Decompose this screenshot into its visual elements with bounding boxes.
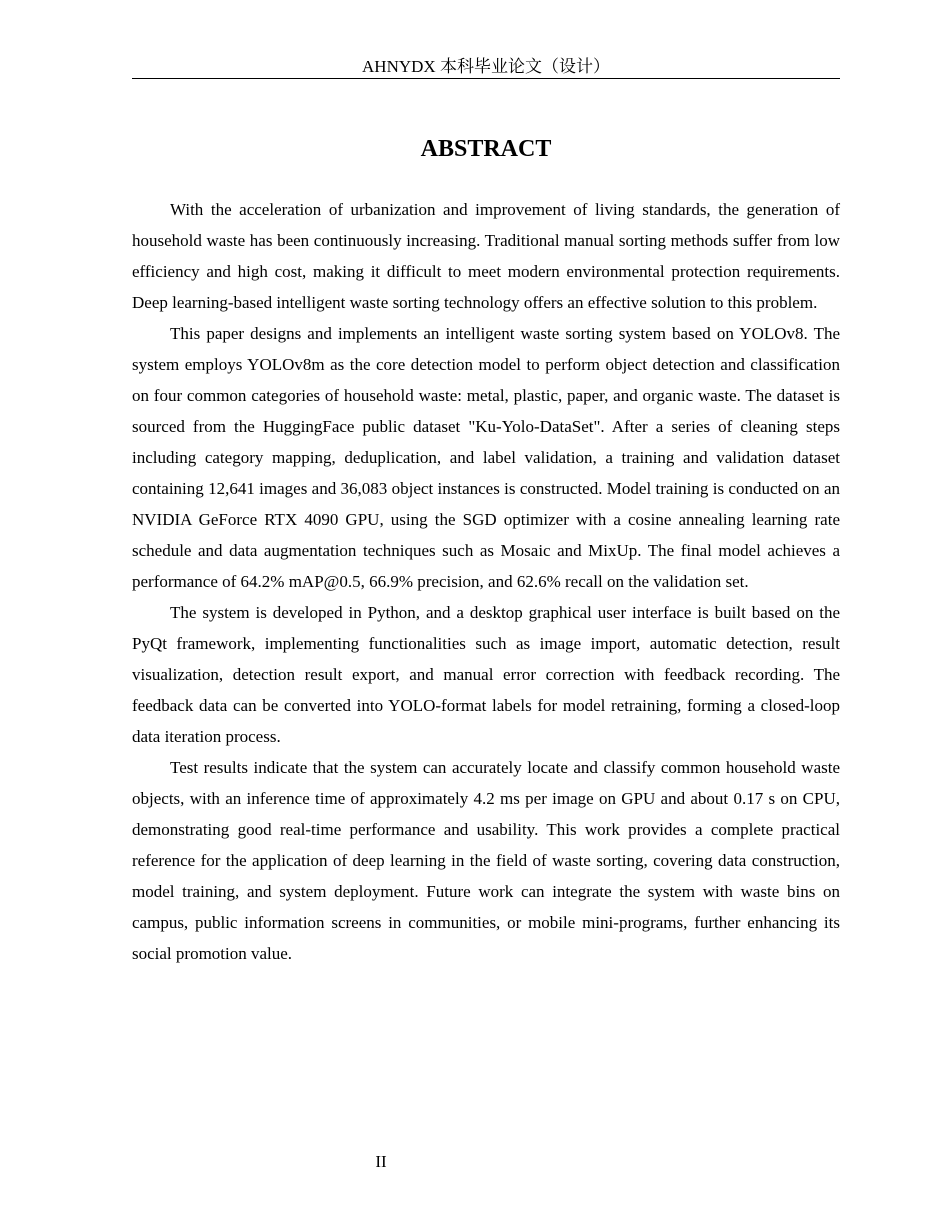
abstract-body — [132, 194, 840, 969]
abstract-paragraph-2: This paper designs and implements an intelligent waste sorting system based on YOLOv8. The system employs YOLOv8m as the core detection model to perform object detection and classification on four common categories of household waste: metal, plastic, paper, and organic waste. The dataset is sourced from the HuggingFace public dataset "Ku-Yolo-DataSet". After a series of cleaning steps including category mapping, deduplication, and label validation, a training and validation dataset containing 12,641 images and 36,083 object instances is constructed. Model training is conducted on an NVIDIA GeForce RTX 4090 GPU, using the SGD optimizer with a cosine annealing learning rate schedule and data augmentation techniques such as Mosaic and MixUp. The final model achieves a performance of 64.2% mAP@0.5, 66.9% precision, and 62.6% recall on the validation set. — [132, 324, 840, 591]
abstract-paragraph-1: With the acceleration of urbanization and improvement of living standards, the generation of household waste has been continuously increasing. Traditional manual sorting methods suffer from low efficiency and high cost, making it difficult to meet modern environmental protection requirements. Deep learning-based intelligent waste sorting technology offers an effective solution to this problem. — [132, 200, 840, 312]
abstract-paragraph-3: The system is developed in Python, and a desktop graphical user interface is built based on the PyQt framework, implementing functionalities such as image import, automatic detection, result visualization, detection result export, and manual error correction with feedback recording. The feedback data can be converted into YOLO-format labels for model retraining, forming a closed-loop data iteration process. — [132, 603, 840, 746]
abstract-paragraph-4: Test results indicate that the system can accurately locate and classify common household waste objects, with an inference time of approximately 4.2 ms per image on GPU and about 0.17 s on CPU, demonstrating good real-time performance and usability. This work provides a complete practical reference for the application of deep learning in the field of waste sorting, covering data construction, model training, and system deployment. Future work can integrate the system with waste bins on campus, public information screens in communities, or mobile mini-programs, further enhancing its social promotion value. — [132, 758, 840, 963]
page-number: II — [375, 1152, 387, 1171]
abstract-title: ABSTRACT — [420, 136, 552, 162]
running-header: AHNYDX 本科毕业论文（设计） — [132, 56, 840, 79]
